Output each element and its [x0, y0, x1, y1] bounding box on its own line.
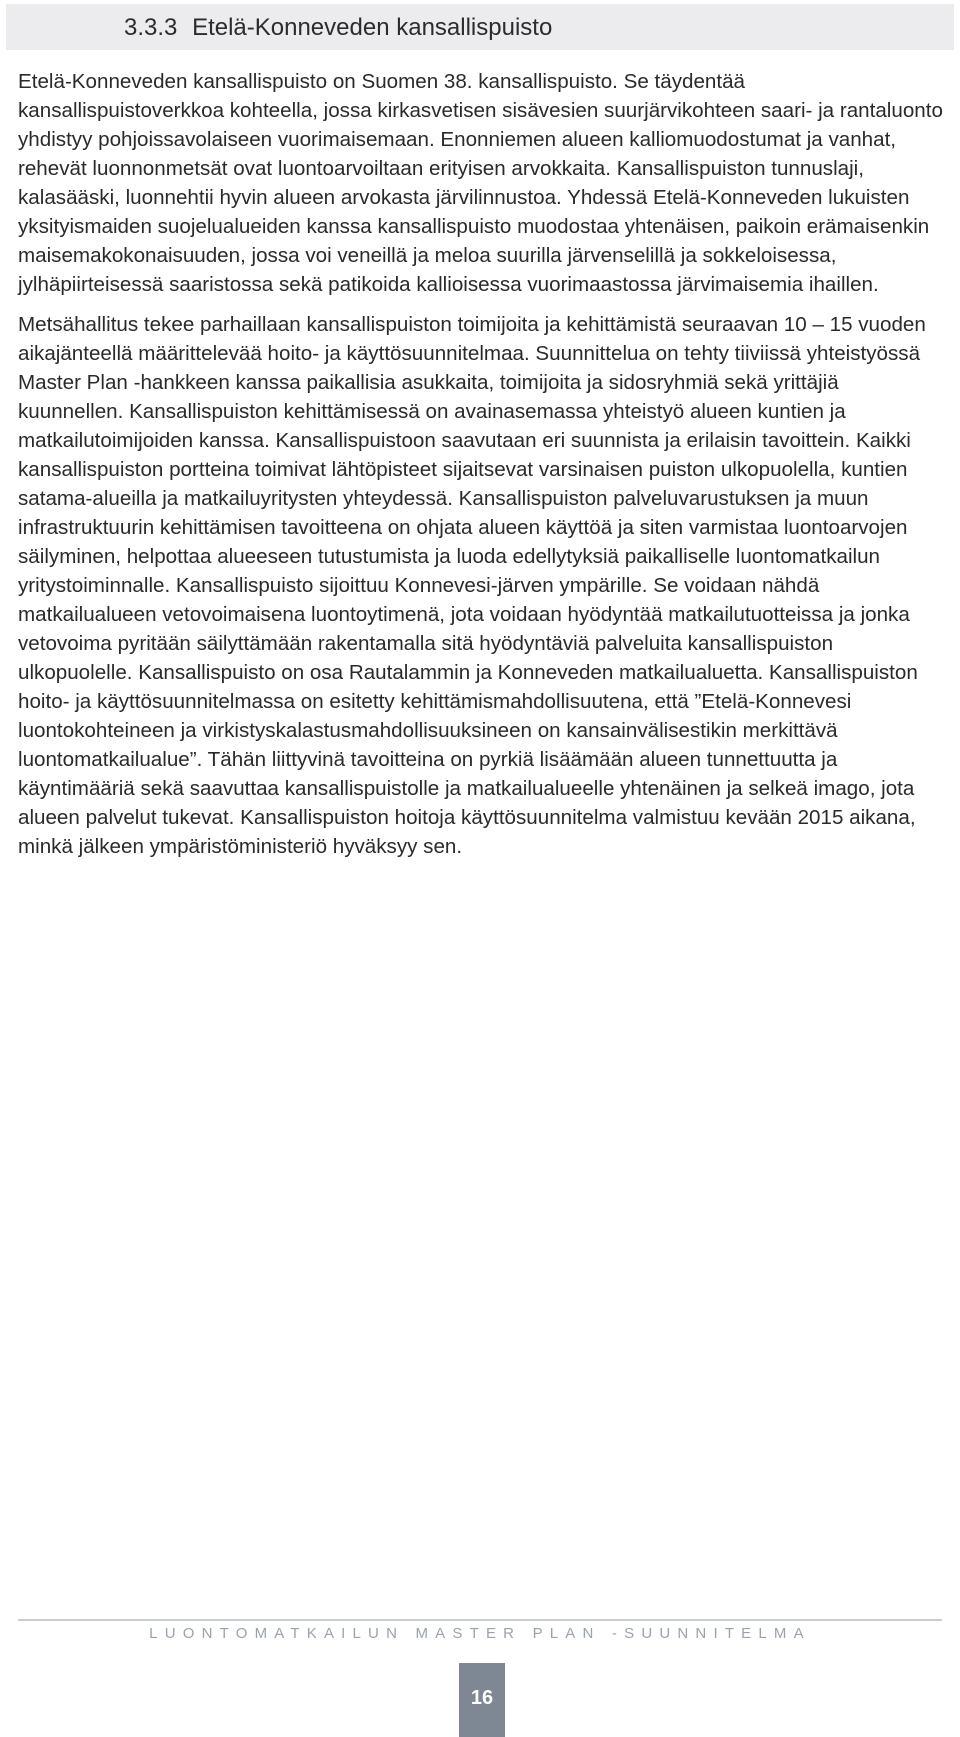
page-number-box: [459, 1663, 505, 1737]
section-title-text: Etelä-Konneveden kansallispuisto: [192, 14, 553, 41]
section-number: 3.3.3: [124, 14, 178, 41]
paragraph-1: Etelä-Konneveden kansallispuisto on Suomen 38. kansallispuisto. Se täydentää kansallispuistoverkkoa kohteella, jossa kirkasvetisen sisävesien suurjärvikohteen saari- ja rantaluonto yhdistyy pohjoissavolaiseen vuorimaisemaan. Enonniemen alueen kalliomuodostumat ja vanhat, rehevät luonnonmetsät ovat luontoarvoiltaan erityisen arvokkaita. Kansallispuiston tunnuslaji, kalasääski, luonnehtii hyvin alueen arvokasta järvilinnustoa. Yhdessä Etelä-Konneveden lukuisten yksityismaiden suojelualueiden kanssa kansallispuisto muodostaa yhtenäisen, paikoin erämaisenkin maisemakokonaisuuden, jossa voi veneillä ja meloa suurilla järvenselillä ja sokkeloisessa, jylhäpiirteisessä saaristossa sekä patikoida kallioisessa vuorimaastossa järvimaisemia ihaillen.: [18, 70, 943, 296]
footer-divider: [18, 1619, 942, 1621]
footer-running-title: LUONTOMATKAILUN MASTER PLAN -SUUNNITELMA: [149, 1625, 811, 1642]
section-title: [124, 14, 552, 42]
paragraph-2: Metsähallitus tekee parhaillaan kansallispuiston toimijoita ja kehittämistä seuraavan 10 – 15 vuoden aikajänteellä määrittelevää hoito- ja käyttösuunnitelmaa. Suunnittelua on tehty tiiviissä yhteistyössä Master Plan -hankkeen kanssa paikallisia asukkaita, toimijoita ja sidosryhmiä sekä yrittäjiä kuunnellen. Kansallispuiston kehittämisessä on avainasemassa yhteistyö alueen kuntien ja matkailutoimijoiden kanssa. Kansallispuistoon saavutaan eri suunnista ja erilaisin tavoittein. Kaikki kansallispuiston portteina toimivat lähtöpisteet sijaitsevat varsinaisen puiston ulkopuolella, kuntien satama-alueilla ja matkailuyritysten yhteydessä. Kansallispuiston palveluvarustuksen ja muun infrastruktuurin kehittämisen tavoitteena on ohjata alueen käyttöä ja siten varmistaa luontoarvojen säilyminen, helpottaa alueeseen tutustumista ja luoda edellytyksiä paikalliselle luontomatkailun yritystoiminnalle. Kansallispuisto sijoittuu Konnevesi-järven ympärille. Se voidaan nähdä matkailualueen vetovoimaisena luontoytimenä, jota voidaan hyödyntää matkailutuotteissa ja jonka vetovoima pyritään säilyttämään rakentamalla sitä hyödyntäviä palveluita kansallispuiston ulkopuolelle. Kansallispuisto on osa Rautalammin ja Konneveden matkailualuetta. Kansallispuiston hoito- ja käyttösuunnitelmassa on esitetty kehittämismahdollisuutena, että ”Etelä-Konnevesi luontokohteineen ja virkistyskalastusmahdollisuuksineen on kansainvälisestikin merkittävä luontomatkailualue”. Tähän liittyvinä tavoitteina on pyrkiä lisäämään alueen tunnettuutta ja käyntimääriä sekä saavuttaa kansallispuistolle ja matkailualueelle yhtenäinen ja selkeä imago, jota alueen palvelut tukevat. Kansallispuiston hoitoja käyttösuunnitelma valmistuu kevään 2015 aikana, minkä jälkeen ympäristöministeriö hyväksyy sen.: [18, 313, 926, 858]
page-number: 16: [470, 1687, 494, 1709]
section-header: [6, 4, 954, 50]
body-text: [18, 67, 944, 872]
